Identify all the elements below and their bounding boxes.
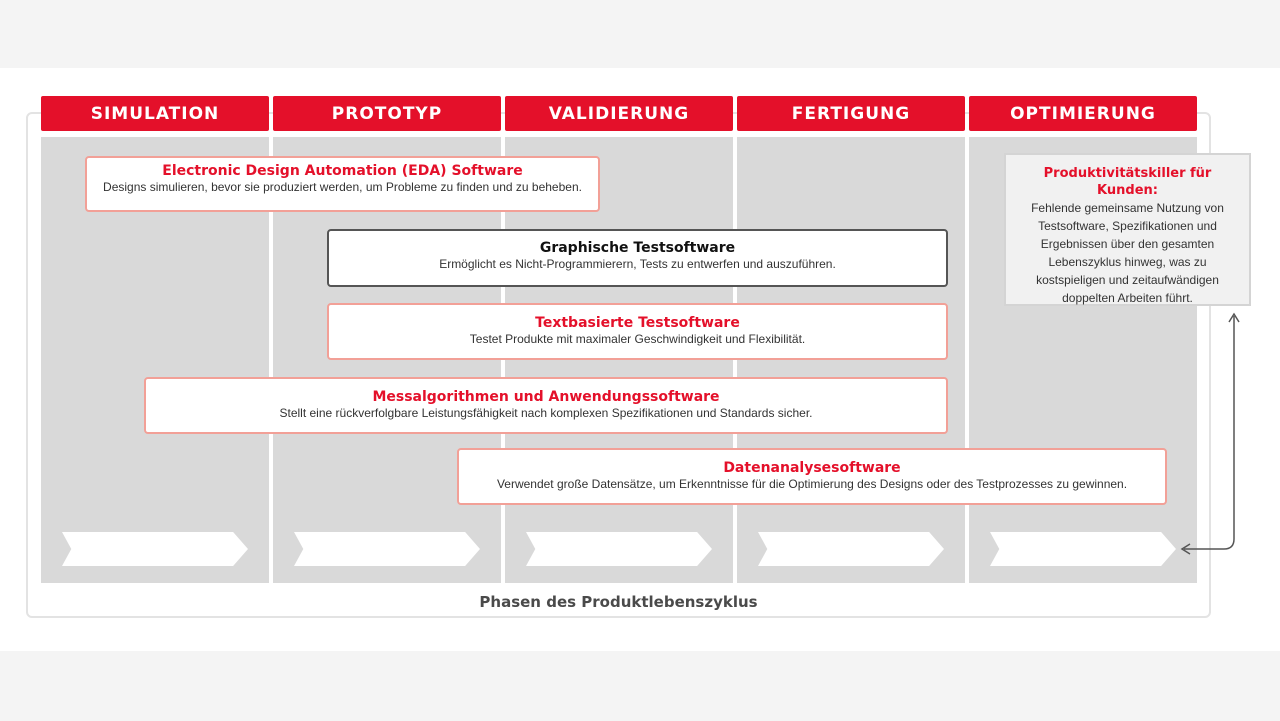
chevron-arrow-prototyp bbox=[294, 532, 480, 566]
bottom-band bbox=[0, 651, 1280, 721]
note-line: kostspieligen und zeitaufwändigen bbox=[1036, 273, 1219, 287]
tool-title: Textbasierte Testsoftware bbox=[535, 315, 740, 331]
tool-description: Ermöglicht es Nicht-Programmierern, Tests zu entwerfen und auszuführen. bbox=[439, 257, 836, 271]
tool-description: Stellt eine rückverfolgbare Leistungsfähigkeit nach komplexen Spezifikationen und Standards sicher. bbox=[279, 406, 813, 420]
note-line: Ergebnissen über den gesamten bbox=[1040, 237, 1215, 251]
phase-header-optimierung: OPTIMIERUNG bbox=[969, 96, 1197, 131]
tool-box-eda bbox=[85, 156, 600, 212]
note-line: Fehlende gemeinsame Nutzung von bbox=[1031, 201, 1224, 215]
tool-title: Datenanalysesoftware bbox=[723, 460, 901, 476]
tool-description: Testet Produkte mit maximaler Geschwindigkeit und Flexibilität. bbox=[469, 332, 806, 346]
tool-box-text-test bbox=[327, 303, 948, 360]
note-title: Produktivitätskiller für Kunden: bbox=[1043, 166, 1212, 198]
tool-box-measurement bbox=[144, 377, 948, 434]
tool-title: Graphische Testsoftware bbox=[539, 240, 736, 256]
phase-column-fertigung bbox=[737, 137, 965, 583]
note-line: Testsoftware, Spezifikationen und bbox=[1038, 219, 1217, 233]
top-band bbox=[0, 0, 1280, 68]
phase-header-simulation: SIMULATION bbox=[41, 96, 269, 131]
phase-header-prototyp: PROTOTYP bbox=[273, 96, 501, 131]
tool-description: Verwendet große Datensätze, um Erkenntnisse für die Optimierung des Designs oder des Testprozesses zu gewinnen. bbox=[496, 477, 1128, 491]
phase-header-validierung: VALIDIERUNG bbox=[505, 96, 733, 131]
chevron-arrow-simulation bbox=[62, 532, 248, 566]
tool-box-graphical-test bbox=[327, 229, 948, 287]
tool-box-data-analysis bbox=[457, 448, 1167, 505]
tool-title: Messalgorithmen und Anwendungssoftware bbox=[372, 389, 720, 405]
chevron-arrow-optimierung bbox=[990, 532, 1176, 566]
chevron-arrow-validierung bbox=[526, 532, 712, 566]
feedback-arrow-icon bbox=[1170, 300, 1250, 570]
phase-header-fertigung: FERTIGUNG bbox=[737, 96, 965, 131]
productivity-killer-note bbox=[1004, 153, 1251, 306]
note-line: Lebenszyklus hinweg, was zu bbox=[1048, 255, 1207, 269]
tool-title: Electronic Design Automation (EDA) Software bbox=[162, 163, 523, 179]
tool-description: Designs simulieren, bevor sie produziert werden, um Probleme zu finden und zu beheben. bbox=[103, 180, 582, 194]
lifecycle-caption: Phasen des Produktlebenszyklus bbox=[479, 593, 758, 611]
chevron-arrow-fertigung bbox=[758, 532, 944, 566]
note-body bbox=[1020, 199, 1235, 307]
note-line: doppelten Arbeiten führt. bbox=[1062, 291, 1193, 305]
